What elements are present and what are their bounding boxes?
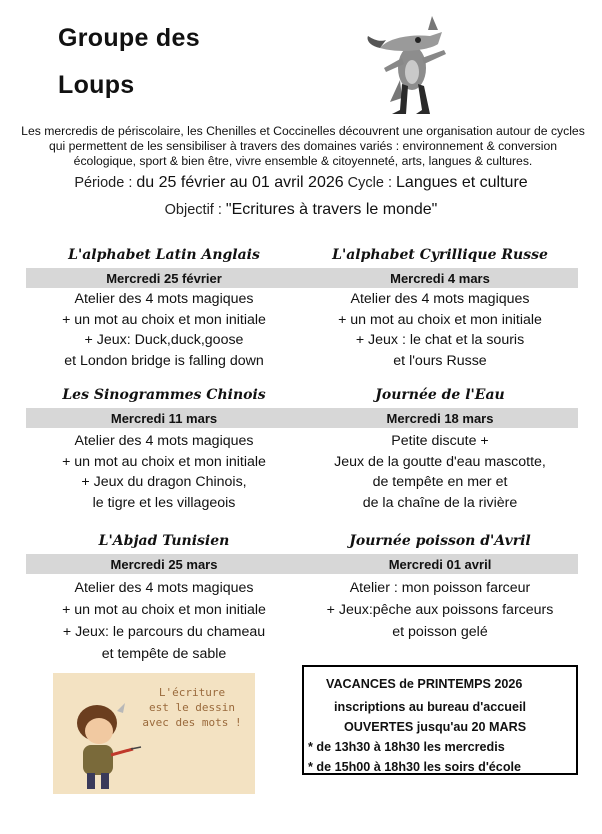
activity-card-cyrillic — [302, 244, 578, 371]
activity-title: Les Sinogrammes Chinois — [62, 387, 266, 403]
cycle-label: Cycle : — [343, 175, 397, 191]
activity-line: et tempête de sable — [101, 646, 227, 662]
activity-title: Journée poisson d'Avril — [349, 533, 531, 549]
activity-line: Atelier des 4 mots magiques — [74, 580, 254, 596]
activity-description — [26, 431, 302, 513]
activity-title: L'Abjad Tunisien — [98, 533, 230, 549]
activity-title: L'alphabet Cyrillique Russe — [332, 247, 548, 263]
illustration-text: L'écriture — [158, 686, 226, 699]
activity-line: + Jeux: Duck,duck,goose — [84, 332, 244, 348]
period-value: du 25 février au 01 avril 2026 — [136, 174, 344, 191]
vacances-line: * de 13h30 à 18h30 les mercredis — [308, 740, 505, 754]
activity-line: de la chaîne de la rivière — [362, 494, 518, 511]
illustration-text: avec des mots ! — [142, 716, 242, 729]
activity-description — [302, 289, 578, 371]
activity-line: et London bridge is falling down — [64, 352, 264, 369]
activity-line: Atelier des 4 mots magiques — [350, 291, 530, 307]
activity-line: Atelier : mon poisson farceur — [349, 580, 531, 596]
activity-date: Mercredi 25 février — [106, 271, 222, 286]
activity-line: + un mot au choix et mon initiale — [62, 602, 266, 618]
activity-card-tunisian — [26, 530, 302, 665]
activity-line: de tempête en mer et — [372, 474, 508, 490]
activity-description — [302, 577, 578, 643]
vacances-line: OUVERTES jusqu'au 20 MARS — [344, 720, 527, 734]
page-title-line1: Groupe des — [58, 24, 200, 52]
vacances-info-box — [302, 665, 578, 775]
activity-line: Petite discute + — [391, 433, 489, 449]
activity-line: et poisson gelé — [392, 624, 488, 640]
activity-card-latin — [26, 244, 302, 371]
wolf-mascot-icon — [360, 10, 460, 120]
activity-date: Mercredi 11 mars — [110, 411, 218, 426]
vacances-title: VACANCES de PRINTEMPS 2026 — [326, 677, 523, 691]
activity-line: + un mot au choix et mon initiale — [62, 311, 266, 328]
activity-line: le tigre et les villageois — [92, 494, 236, 511]
writing-illustration — [53, 673, 255, 794]
activity-card-water — [302, 384, 578, 513]
period-line — [0, 174, 602, 192]
cycle-value: Langues et culture — [396, 174, 528, 191]
objective-line — [0, 201, 602, 219]
activity-line: Jeux de la goutte d'eau mascotte, — [334, 453, 546, 470]
activity-line: + Jeux du dragon Chinois, — [81, 474, 247, 490]
activity-title: Journée de l'Eau — [375, 387, 505, 403]
activity-line: Atelier des 4 mots magiques — [74, 433, 254, 449]
activity-description — [26, 289, 302, 371]
intro-text: Les mercredis de périscolaire, les Chenilles et Coccinelles découvrent une organisation autour de cycles qui permettent de les sensibiliser à travers des domaines variés : environnement & conversion écologique, sport & bien être, vivre ensemble & citoyenneté, arts, langues & cultures. — [21, 124, 585, 168]
vacances-line: inscriptions au bureau d'accueil — [334, 700, 526, 714]
objective-label: Objectif : — [164, 202, 226, 218]
activity-line: + un mot au choix et mon initiale — [62, 453, 266, 470]
activity-line: + Jeux : le chat et la souris — [355, 332, 525, 348]
illustration-text: est le dessin — [148, 701, 236, 714]
activity-card-april-fish — [302, 530, 578, 643]
activity-date: Mercredi 4 mars — [390, 271, 490, 286]
activity-title: L'alphabet Latin Anglais — [68, 247, 260, 263]
activity-line: + un mot au choix et mon initiale — [338, 311, 542, 328]
activity-date: Mercredi 18 mars — [386, 411, 494, 426]
objective-value: "Ecritures à travers le monde" — [225, 201, 438, 218]
activity-line: + Jeux:pêche aux poissons farceurs — [326, 602, 554, 618]
activity-line: + Jeux: le parcours du chameau — [62, 624, 266, 640]
activity-description — [26, 577, 302, 665]
activity-date: Mercredi 01 avril — [388, 557, 492, 572]
activity-line: et l'ours Russe — [393, 352, 487, 369]
activity-card-chinese — [26, 384, 302, 513]
activity-date: Mercredi 25 mars — [110, 557, 218, 572]
activity-description — [302, 431, 578, 513]
vacances-line: * de 15h00 à 18h30 les soirs d'école — [308, 760, 522, 774]
period-label: Période : — [74, 175, 137, 191]
page-title-line2: Loups — [58, 71, 135, 99]
activity-line: Atelier des 4 mots magiques — [74, 291, 254, 307]
